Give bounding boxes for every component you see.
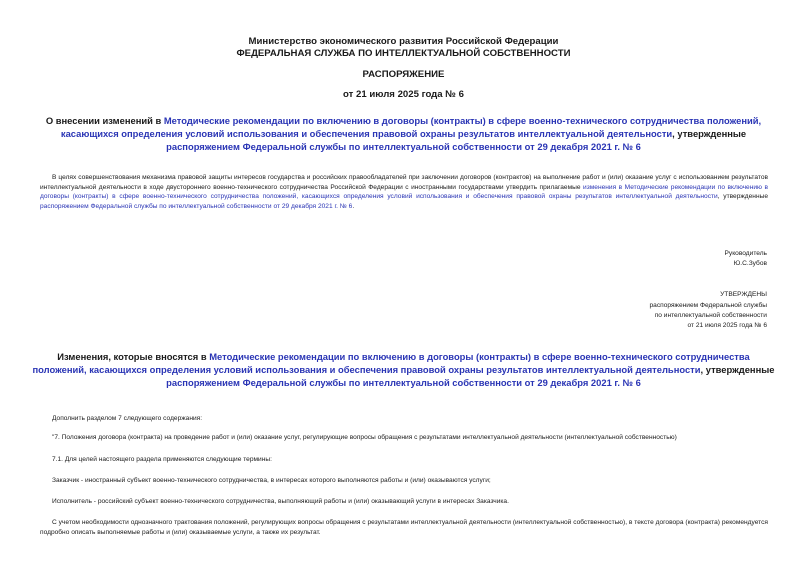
paragraph-terms: 7.1. Для целей настоящего раздела применяются следующие термины: [52,456,272,463]
preamble [40,173,768,211]
changes-title [30,350,777,389]
document-title [30,114,777,153]
paragraph-section-7: "7. Положения договора (контракта) на проведение работ и (или) оказание услуг, регулирующие вопросы обращения с результатами интеллектуальной деятельности (интеллектуальной собственностью) [52,434,677,441]
paragraph-interpretation: С учетом необходимости однозначного трактования положений, регулирующих вопросы обращения с результатами интеллектуальной деятельности (интеллектуальной собственностью), в тексте договора (контракта) рекомендуется подробно описать выполняемые работы и (или) оказываемые услуги, а также их результат. [40,519,768,536]
preamble-middle: , утвержденные [717,193,768,201]
title-recommendations-link[interactable]: Методические рекомендации по включению в договоры (контракты) в сфере военно-технического сотрудничества положений, касающихся определения условий использования и обеспечения правовой охраны результатов интеллектуальной деятельности [60,115,762,139]
ministry-name: Министерство экономического развития Российской Федерации [248,36,559,47]
preamble-end: . [352,202,355,210]
document-type: РАСПОРЯЖЕНИЕ [362,69,445,80]
signature-name: Ю.С.Зубов [733,260,767,267]
document-date: от 21 июля 2025 года № 6 [343,89,464,100]
preamble-order-link[interactable]: распоряжением Федеральной службы по интеллектуальной собственности от 29 декабря 2021 г. № 6 [40,202,353,210]
approval-stamp: УТВЕРЖДЕНЫ [720,291,767,298]
paragraph-customer: Заказчик - иностранный субъект военно-технического сотрудничества, в интересах которого выполняются работы и (или) оказываются услуги; [52,477,491,484]
changes-recommendations-link[interactable]: Методические рекомендации по включению в договоры (контракты) в сфере военно-технического сотрудничества положений, касающихся определения условий использования и обеспечения правовой охраны результатов интеллектуальной деятельности [32,351,750,375]
approval-line-3: по интеллектуальной собственности [654,312,767,319]
service-name: ФЕДЕРАЛЬНАЯ СЛУЖБА ПО ИНТЕЛЛЕКТУАЛЬНОЙ СОБСТВЕННОСТИ [236,48,571,59]
preamble-text: В целях совершенствования механизма правовой защиты интересов государства и российских правообладателей при заключении договоров (контрактов) на выполнение работ и (или) оказание услуг с использованием результатов интеллектуальной деятельности в ходе двустороннего военно-технического сотрудничества Российской Федерации с иностранными государствами утвердить прилагаемые [40,174,768,191]
paragraph-contractor: Исполнитель - российский субъект военно-технического сотрудничества, выполняющий работы и (или) оказывающий услуги в интересах Заказчика. [52,498,509,505]
approval-line-2: распоряжением Федеральной службы [649,302,767,309]
title-prefix: О внесении изменений в [45,115,162,126]
title-middle: , утвержденные [672,128,747,139]
changes-title-prefix: Изменения, которые вносятся в [57,351,207,362]
changes-order-link[interactable]: распоряжением Федеральной службы по интеллектуальной собственности от 29 декабря 2021 г. № 6 [166,377,641,388]
approval-date: от 21 июля 2025 года № 6 [687,322,767,329]
changes-title-middle: , утвержденные [700,364,775,375]
title-order-link[interactable]: распоряжением Федеральной службы по интеллектуальной собственности от 29 декабря 2021 г. № 6 [166,141,641,152]
preamble-changes-link[interactable]: изменения в Методические рекомендации по включению в договоры (контракты) в сфере военно-технического сотрудничества положений, касающихся определения условий использования и обеспечения правовой охраны результатов интеллектуальной деятельности [40,183,769,201]
signature-position: Руководитель [724,250,767,257]
paragraph-add-section: Дополнить разделом 7 следующего содержания: [52,415,203,422]
